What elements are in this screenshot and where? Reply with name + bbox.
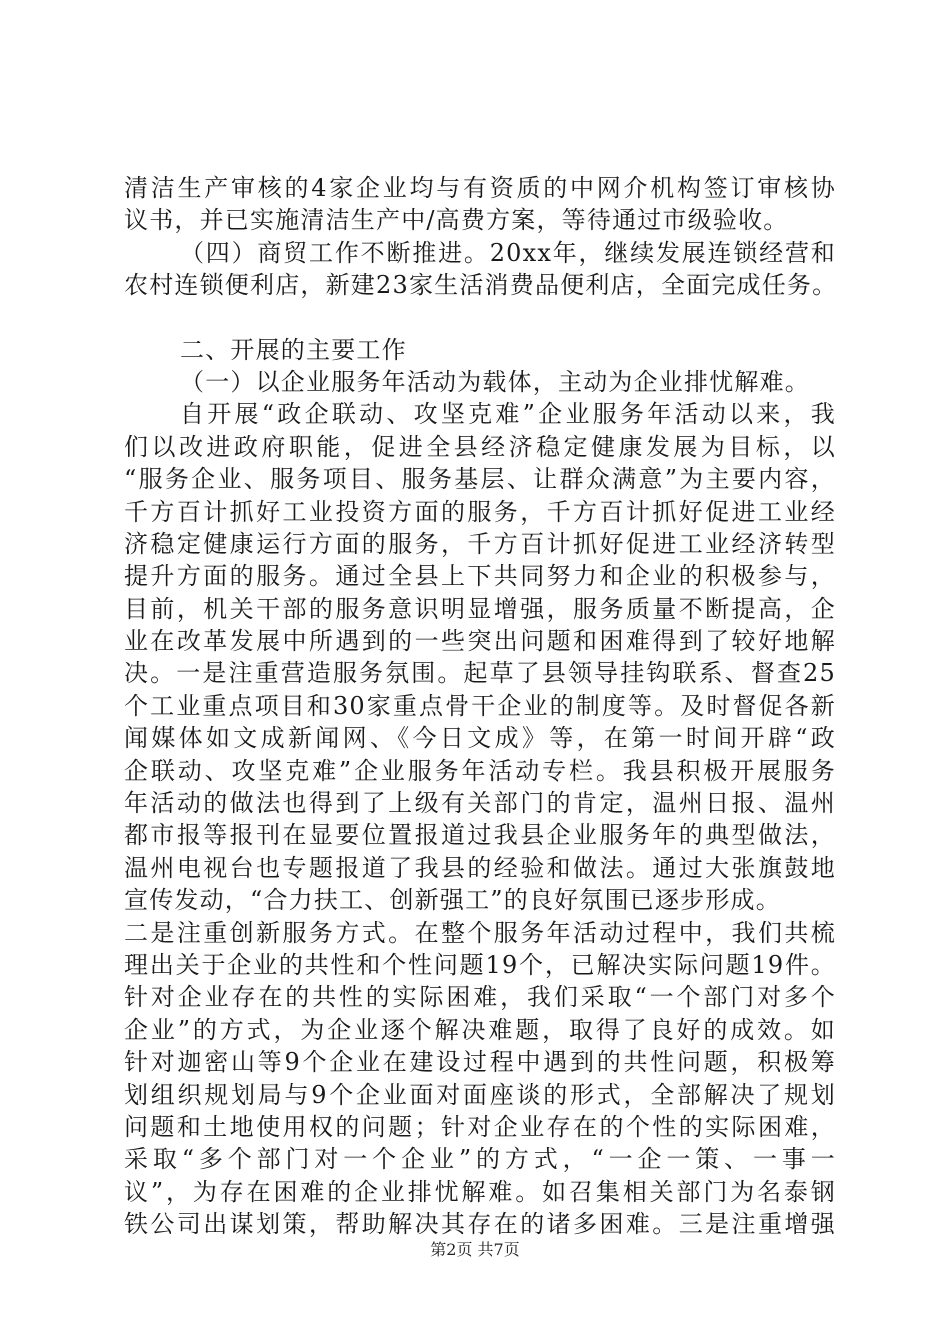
text-line: 业在改革发展中所遇到的一些突出问题和困难得到了较好地解 — [124, 627, 836, 656]
text-line: 针对迦密山等9个企业在建设过程中遇到的共性问题，积极筹 — [124, 1048, 836, 1077]
text-line: 企业”的方式，为企业逐个解决难题，取得了良好的成效。如 — [124, 1015, 836, 1044]
text-line: 二是注重创新服务方式。在整个服务年活动过程中，我们共梳 — [124, 918, 836, 947]
text-line: 千方百计抓好工业投资方面的服务，千方百计抓好促进工业经 — [124, 497, 836, 526]
paragraph-cleaner-production — [124, 172, 836, 237]
text-line: 温州电视台也专题报道了我县的经验和做法。通过大张旗鼓地 — [124, 853, 836, 882]
paragraph-gap — [124, 302, 836, 334]
document-body — [124, 172, 836, 1241]
text-line: 都市报等报刊在显要位置报道过我县企业服务年的典型做法， — [124, 821, 836, 850]
text-line: 理出关于企业的共性和个性问题19个，已解决实际问题19件。 — [124, 950, 836, 979]
text-line: 采取“多个部门对一个企业”的方式，“一企一策、一事一 — [124, 1145, 836, 1174]
text-line: 们以改进政府职能，促进全县经济稳定健康发展为目标，以 — [124, 432, 836, 461]
text-line: 针对企业存在的共性的实际困难，我们采取“一个部门对多个 — [124, 983, 836, 1012]
text-line: 议书，并已实施清洁生产中/高费方案，等待通过市级验收。 — [124, 206, 789, 235]
text-line: 划组织规划局与9个企业面对面座谈的形式，全部解决了规划 — [124, 1080, 836, 1109]
text-line: 济稳定健康运行方面的服务，千方百计抓好促进工业经济转型 — [124, 529, 836, 558]
text-line: 年活动的做法也得到了上级有关部门的肯定，温州日报、温州 — [124, 789, 836, 818]
text-line: 宣传发动，“合力扶工、创新强工”的良好氛围已逐步形成。 — [124, 886, 781, 915]
text-line: 农村连锁便利店，新建23家生活消费品便利店，全面完成任务。 — [124, 271, 838, 300]
paragraph-main — [124, 398, 836, 1240]
text-line: 铁公司出谋划策，帮助解决其存在的诸多困难。三是注重增强 — [124, 1210, 836, 1239]
text-line: 个工业重点项目和30家重点骨干企业的制度等。及时督促各新 — [124, 691, 836, 720]
text-line: 议”，为存在困难的企业排忧解难。如召集相关部门为名泰钢 — [124, 1177, 836, 1206]
text-line: （四）商贸工作不断推进。20xx年，继续发展连锁经营和 — [180, 238, 836, 267]
text-line: 清洁生产审核的4家企业均与有资质的中网介机构签订审核协 — [124, 174, 836, 202]
text-line: 企联动、攻坚克难”企业服务年活动专栏。我县积极开展服务 — [124, 756, 836, 785]
page-footer — [0, 1240, 950, 1260]
text-line: 目前，机关干部的服务意识明显增强，服务质量不断提高，企 — [124, 594, 836, 623]
text-line: 自开展“政企联动、攻坚克难”企业服务年活动以来，我 — [180, 400, 836, 429]
text-line: 问题和土地使用权的问题；针对企业存在的个性的实际困难， — [124, 1112, 836, 1141]
paragraph-trade — [124, 237, 836, 302]
section-heading: 二、开展的主要工作 — [180, 335, 407, 364]
text-line: 闻媒体如文成新闻网、《今日文成》等，在第一时间开辟“政 — [124, 724, 836, 753]
page-number: 第2页 共7页 — [430, 1240, 520, 1259]
text-line: “服务企业、服务项目、服务基层、让群众满意”为主要内容， — [124, 465, 836, 494]
sub-heading: （一）以企业服务年活动为载体，主动为企业排忧解难。 — [180, 367, 810, 396]
text-line: 提升方面的服务。通过全县上下共同努力和企业的积极参与， — [124, 562, 836, 591]
text-line: 决。一是注重营造服务氛围。起草了县领导挂钩联系、督查25 — [124, 659, 836, 688]
